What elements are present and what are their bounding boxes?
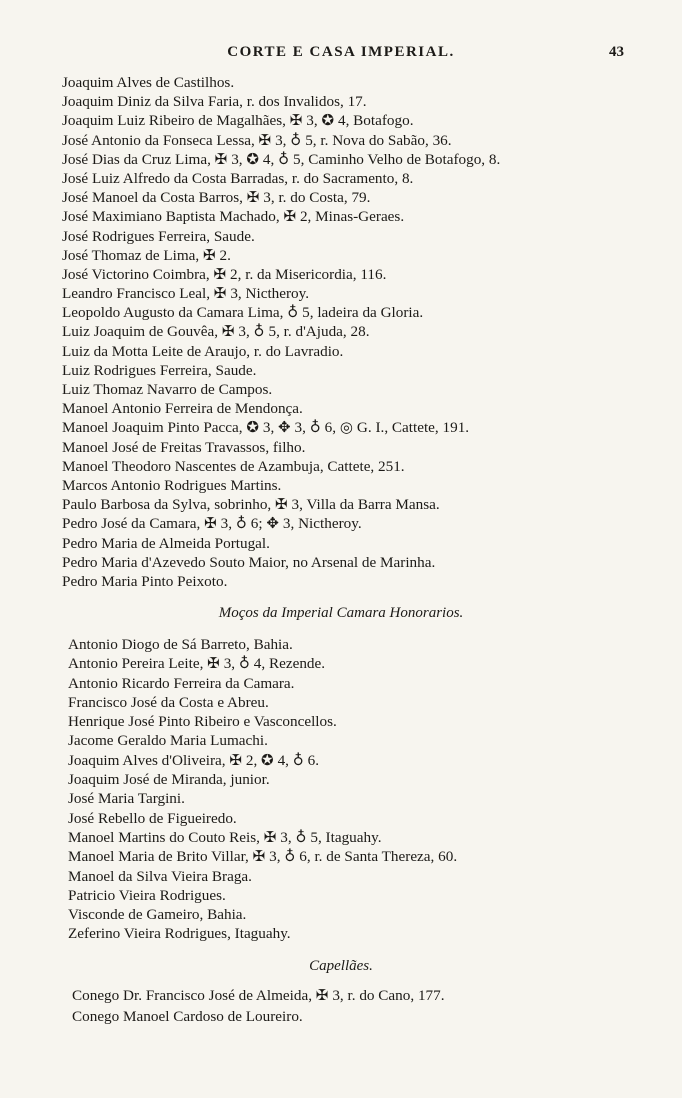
list-item: Manoel Joaquim Pinto Pacca, ✪ 3, ✥ 3, ♁ 6, ◎ G. I., Cattete, 191. (62, 419, 470, 437)
list-item: Manoel Maria de Brito Villar, ✠ 3, ♁ 6, r. de Santa Thereza, 60. (68, 848, 458, 866)
section-list-main (62, 73, 642, 591)
list-item: Jacome Geraldo Maria Lumachi. (68, 732, 268, 750)
list-item: Manoel José de Freitas Travassos, filho. (62, 438, 306, 456)
list-item: Luiz da Motta Leite de Araujo, r. do Lavradio. (62, 342, 344, 360)
page-number: 43 (609, 44, 624, 60)
list-item: Manoel Martins do Couto Reis, ✠ 3, ♁ 5, Itaguahy. (68, 828, 382, 846)
list-item: Pedro Maria Pinto Peixoto. (62, 572, 228, 590)
section-list-mocos (68, 635, 648, 944)
list-item: José Rodrigues Ferreira, Saude. (62, 227, 255, 245)
list-item: José Maximiano Baptista Machado, ✠ 2, Minas-Geraes. (62, 208, 405, 226)
list-item: Antonio Pereira Leite, ✠ 3, ♁ 4, Rezende. (68, 655, 326, 673)
list-item: Zeferino Vieira Rodrigues, Itaguahy. (68, 925, 291, 943)
list-item: Marcos Antonio Rodrigues Martins. (62, 476, 282, 494)
list-item: Conego Dr. Francisco José de Almeida, ✠ 3, r. do Cano, 177. (72, 987, 445, 1004)
list-item: Antonio Diogo de Sá Barreto, Bahia. (68, 636, 293, 653)
list-item: Manoel Antonio Ferreira de Mendonça. (62, 400, 303, 418)
section-list-capellaes (72, 985, 652, 1027)
list-item: Luiz Rodrigues Ferreira, Saude. (62, 361, 257, 379)
list-item: Henrique José Pinto Ribeiro e Vasconcellos. (68, 713, 337, 731)
list-item: José Maria Targini. (68, 790, 185, 808)
section-heading-capellaes: Capellães. (309, 958, 373, 974)
list-item: José Antonio da Fonseca Lessa, ✠ 3, ♁ 5, r. Nova do Sabão, 36. (62, 131, 452, 149)
list-item: José Luiz Alfredo da Costa Barradas, r. do Sacramento, 8. (62, 169, 414, 187)
list-item: José Dias da Cruz Lima, ✠ 3, ✪ 4, ♁ 5, Caminho Velho de Botafogo, 8. (62, 150, 501, 168)
list-item: Patricio Vieira Rodrigues. (68, 886, 226, 904)
list-item: Joaquim Luiz Ribeiro de Magalhães, ✠ 3, ✪ 4, Botafogo. (62, 112, 414, 130)
list-item: Pedro Maria de Almeida Portugal. (62, 534, 270, 552)
list-item: José Thomaz de Lima, ✠ 2. (62, 246, 231, 264)
list-item: Pedro Maria d'Azevedo Souto Maior, no Arsenal de Marinha. (62, 553, 436, 571)
list-item: José Manoel da Costa Barros, ✠ 3, r. do Costa, 79. (62, 189, 371, 207)
list-item: Leopoldo Augusto da Camara Lima, ♁ 5, ladeira da Gloria. (62, 304, 424, 322)
list-item: José Victorino Coimbra, ✠ 2, r. da Misericordia, 116. (62, 265, 387, 283)
list-item: Conego Manoel Cardoso de Loureiro. (72, 1008, 303, 1025)
list-item: Luiz Thomaz Navarro de Campos. (62, 381, 273, 398)
running-header (0, 44, 682, 66)
section-heading-mocos: Moços da Imperial Camara Honorarios. (218, 605, 464, 621)
list-item: Pedro José da Camara, ✠ 3, ♁ 6; ✥ 3, Nictheroy. (62, 515, 362, 533)
page-title: CORTE E CASA IMPERIAL. (227, 44, 455, 60)
list-item: Joaquim José de Miranda, junior. (68, 771, 270, 789)
list-item: Paulo Barbosa da Sylva, sobrinho, ✠ 3, Villa da Barra Mansa. (62, 496, 440, 514)
list-item: Manoel da Silva Vieira Braga. (68, 867, 252, 885)
list-item: Joaquim Alves d'Oliveira, ✠ 2, ✪ 4, ♁ 6. (68, 751, 320, 769)
list-item: Francisco José da Costa e Abreu. (68, 693, 269, 711)
list-item: Joaquim Alves de Castilhos. (62, 74, 235, 91)
list-item: Joaquim Diniz da Silva Faria, r. dos Invalidos, 17. (62, 93, 367, 111)
list-item: Antonio Ricardo Ferreira da Camara. (68, 674, 295, 692)
list-item: José Rebello de Figueiredo. (68, 809, 237, 827)
list-item: Leandro Francisco Leal, ✠ 3, Nictheroy. (62, 285, 310, 303)
list-item: Luiz Joaquim de Gouvêa, ✠ 3, ♁ 5, r. d'Ajuda, 28. (62, 323, 370, 341)
list-item: Visconde de Gameiro, Bahia. (68, 906, 247, 924)
list-item: Manoel Theodoro Nascentes de Azambuja, Cattete, 251. (62, 457, 405, 475)
